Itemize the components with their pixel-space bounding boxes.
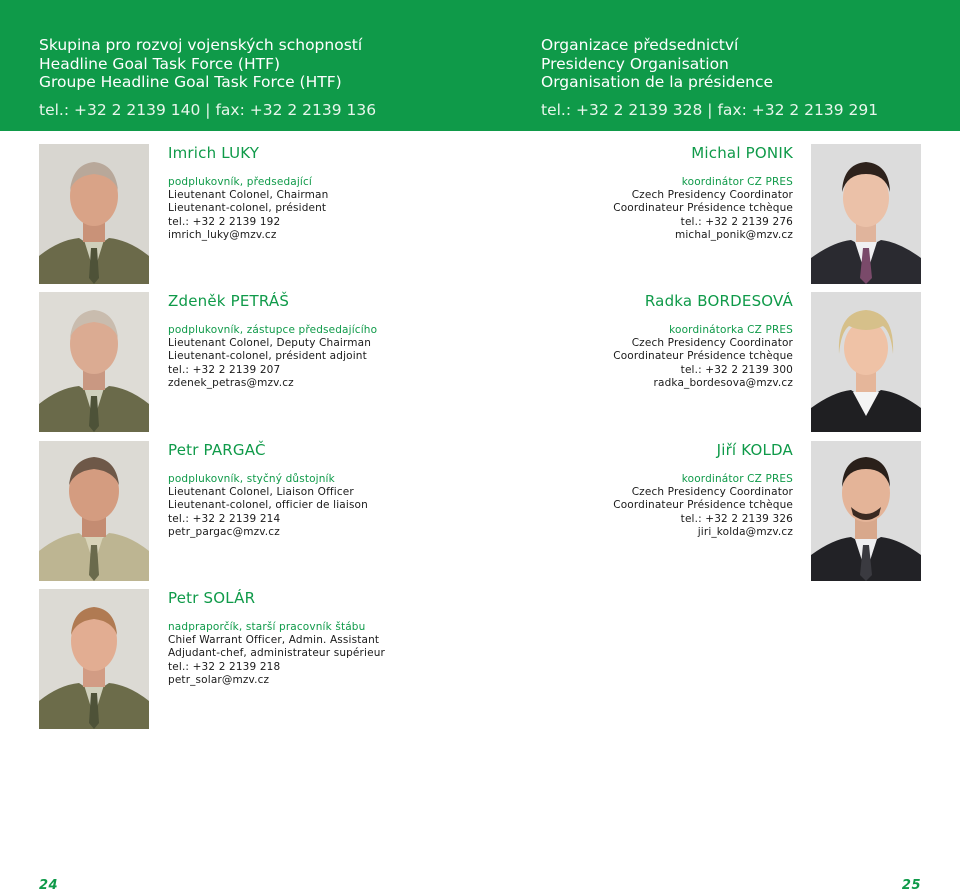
person-info (461, 144, 793, 242)
person-title-fr: Lieutenant-colonel, président adjoint (168, 350, 367, 363)
person-card-bordesova (461, 292, 921, 432)
person-role: podplukovník, předsedající (168, 176, 312, 188)
person-name: Radka BORDESOVÁ (644, 292, 793, 310)
person-info (168, 589, 498, 687)
header-left-line: Skupina pro rozvoj vojenských schopností (39, 36, 363, 54)
person-title-en: Lieutenant Colonel, Liaison Officer (168, 486, 354, 499)
person-title-en: Chief Warrant Officer, Admin. Assistant (168, 634, 380, 647)
portrait-photo (811, 441, 921, 581)
header-right (541, 36, 878, 119)
person-info (168, 292, 498, 390)
header-left-line: Groupe Headline Goal Task Force (HTF) (39, 73, 342, 91)
person-title-fr: Adjudant-chef, administrateur supérieur (168, 647, 385, 660)
person-card-solar (39, 589, 499, 729)
person-name: Imrich LUKY (168, 144, 260, 162)
portrait-photo (811, 292, 921, 432)
page-number-left: 24 (39, 878, 59, 893)
person-card-ponik (461, 144, 921, 284)
person-title-en: Czech Presidency Coordinator (631, 189, 793, 202)
header-right-contact: tel.: +32 2 2139 328 | fax: +32 2 2139 291 (541, 100, 879, 119)
person-phone: tel.: +32 2 2139 207 (168, 363, 281, 376)
person-name: Petr PARGAČ (168, 441, 266, 459)
person-info (168, 144, 498, 242)
header-left-contact: tel.: +32 2 2139 140 | fax: +32 2 2139 136 (39, 100, 377, 119)
person-phone: tel.: +32 2 2139 192 (168, 215, 281, 228)
person-email[interactable]: zdenek_petras@mzv.cz (168, 376, 294, 389)
portrait-photo (39, 292, 149, 432)
portrait-photo (39, 441, 149, 581)
person-role: koordinátorka CZ PRES (669, 324, 793, 336)
person-role: nadpraporčík, starší pracovník štábu (168, 621, 366, 633)
person-title-en: Lieutenant Colonel, Chairman (168, 189, 329, 202)
person-card-luky (39, 144, 499, 284)
person-title-fr: Coordinateur Présidence tchèque (613, 350, 793, 363)
person-email[interactable]: petr_solar@mzv.cz (168, 673, 270, 686)
person-phone: tel.: +32 2 2139 276 (680, 215, 793, 228)
person-role: koordinátor CZ PRES (681, 473, 793, 485)
person-title-fr: Lieutenant-colonel, officier de liaison (168, 499, 368, 512)
person-info (461, 441, 793, 539)
person-card-petras (39, 292, 499, 432)
person-phone: tel.: +32 2 2139 214 (168, 512, 281, 525)
person-role: podplukovník, zástupce předsedajícího (168, 324, 378, 336)
person-phone: tel.: +32 2 2139 218 (168, 660, 281, 673)
person-info (168, 441, 498, 539)
person-card-pargac (39, 441, 499, 581)
header-band (0, 0, 960, 131)
person-email[interactable]: radka_bordesova@mzv.cz (653, 376, 793, 389)
person-email[interactable]: jiri_kolda@mzv.cz (697, 525, 793, 538)
person-email[interactable]: petr_pargac@mzv.cz (168, 525, 280, 538)
portrait-photo (811, 144, 921, 284)
person-info (461, 292, 793, 390)
header-left-line: Headline Goal Task Force (HTF) (39, 54, 281, 73)
person-role: koordinátor CZ PRES (681, 176, 793, 188)
person-name: Zdeněk PETRÁŠ (168, 292, 290, 310)
page-number-right: 25 (901, 878, 921, 893)
person-title-en: Czech Presidency Coordinator (631, 337, 793, 350)
person-email[interactable]: michal_ponik@mzv.cz (674, 228, 793, 241)
person-name: Michal PONIK (691, 144, 793, 162)
header-right-line: Presidency Organisation (541, 54, 729, 73)
header-left (39, 36, 376, 119)
person-title-en: Lieutenant Colonel, Deputy Chairman (168, 337, 372, 350)
person-email[interactable]: imrich_luky@mzv.cz (168, 228, 277, 241)
person-phone: tel.: +32 2 2139 300 (680, 363, 793, 376)
portrait-photo (39, 144, 149, 284)
person-title-fr: Coordinateur Présidence tchèque (613, 499, 793, 512)
person-name: Jiří KOLDA (716, 441, 793, 459)
person-title-fr: Lieutenant-colonel, président (168, 202, 327, 215)
person-role: podplukovník, styčný důstojník (168, 473, 335, 485)
portrait-photo (39, 589, 149, 729)
person-title-en: Czech Presidency Coordinator (631, 486, 793, 499)
header-right-line: Organizace předsednictví (541, 36, 739, 54)
person-title-fr: Coordinateur Présidence tchèque (613, 202, 793, 215)
person-phone: tel.: +32 2 2139 326 (680, 512, 793, 525)
person-card-kolda (461, 441, 921, 581)
header-right-line: Organisation de la présidence (541, 73, 774, 91)
person-name: Petr SOLÁR (168, 589, 256, 607)
